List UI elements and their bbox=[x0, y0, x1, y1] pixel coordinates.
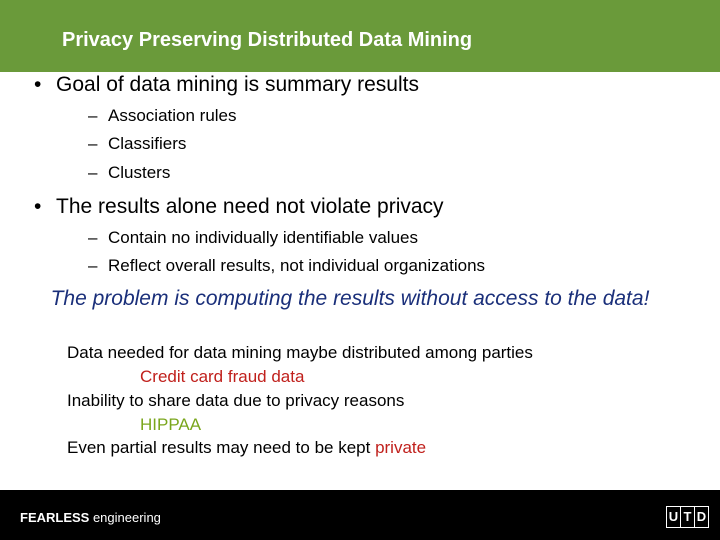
logo-letter: D bbox=[696, 509, 707, 524]
bullet-2 bbox=[34, 194, 444, 220]
bullet-dot-icon: • bbox=[34, 195, 42, 218]
slide-title: Privacy Preserving Distributed Data Mining bbox=[62, 29, 473, 51]
dash-icon: – bbox=[88, 163, 98, 182]
dash-icon: – bbox=[88, 106, 98, 125]
sub-bullet: – Contain no individually identifiable values bbox=[88, 228, 418, 247]
footer-brand: FEARLESS engineering bbox=[20, 510, 161, 525]
bullet-1-text: Goal of data mining is summary results bbox=[56, 73, 419, 96]
example-green: HIPPAA bbox=[140, 415, 202, 434]
dash-icon: – bbox=[88, 134, 98, 153]
detail-line: Even partial results may need to be kept private bbox=[67, 438, 427, 457]
logo-letter: T bbox=[681, 507, 695, 527]
sub-bullet: – Classifiers bbox=[88, 134, 187, 153]
dash-icon: – bbox=[88, 256, 98, 275]
dash-icon: – bbox=[88, 228, 98, 247]
sub-bullet: – Association rules bbox=[88, 106, 237, 125]
highlight-private: private bbox=[375, 438, 427, 457]
logo-letter: U bbox=[667, 507, 681, 527]
sub-bullet: – Clusters bbox=[88, 163, 171, 182]
bullet-2-text: The results alone need not violate privacy bbox=[56, 195, 444, 218]
slide-header bbox=[0, 0, 720, 72]
utd-logo-icon bbox=[666, 506, 709, 528]
slide-footer bbox=[0, 490, 720, 540]
detail-line: Inability to share data due to privacy reasons bbox=[67, 391, 405, 410]
sub-bullet: – Reflect overall results, not individual organizations bbox=[88, 256, 486, 275]
problem-statement: The problem is computing the results without access to the data! bbox=[50, 287, 650, 310]
detail-line: Data needed for data mining maybe distributed among parties bbox=[67, 343, 533, 362]
bullet-1 bbox=[34, 72, 419, 98]
example-red: Credit card fraud data bbox=[140, 367, 305, 386]
bullet-dot-icon: • bbox=[34, 73, 42, 96]
